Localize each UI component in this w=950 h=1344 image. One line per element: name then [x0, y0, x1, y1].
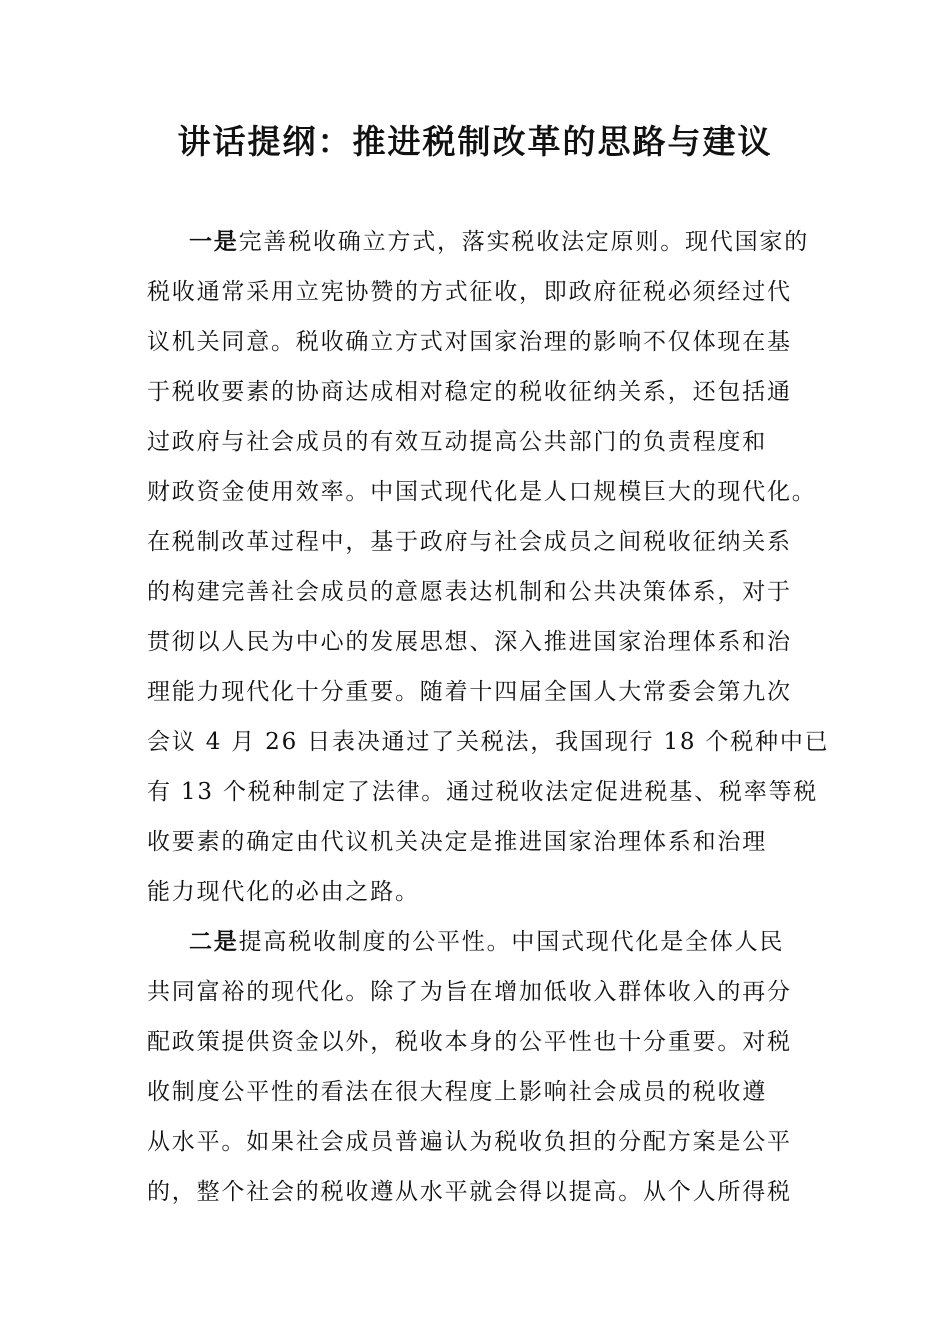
- paragraph-1-line-7: 在税制改革过程中，基于政府与社会成员之间税收征纳关系: [147, 529, 792, 555]
- paragraph-2-line-5: 从水平。如果社会成员普遍认为税收负担的分配方案是公平: [147, 1129, 792, 1155]
- paragraph-2-line-1: [189, 924, 784, 960]
- paragraph-2-line-4: 收制度公平性的看法在很大程度上影响社会成员的税收遵: [147, 1079, 767, 1105]
- paragraph-1-line-13: 收要素的确定由代议机关决定是推进国家治理体系和治理: [147, 829, 767, 855]
- paragraph-1-lead: 一是: [189, 228, 239, 255]
- paragraph-1-line-2: 税收通常采用立宪协赞的方式征收，即政府征税必须经过代: [147, 279, 792, 305]
- paragraph-2-line-6: 的，整个社会的税收遵从水平就会得以提高。从个人所得税: [147, 1179, 792, 1205]
- paragraph-2-line-2: 共同富裕的现代化。除了为旨在增加低收入群体收入的再分: [147, 979, 792, 1005]
- paragraph-1-line-9: 贯彻以人民为中心的发展思想、深入推进国家治理体系和治: [147, 629, 792, 655]
- paragraph-1-line-1-text: 完善税收确立方式，落实税收法定原则。现代国家的: [238, 229, 810, 255]
- paragraph-2-lead: 二是: [189, 928, 239, 955]
- paragraph-1-line-11: 会议 4 月 26 日表决通过了关税法，我国现行 18 个税种中已: [147, 729, 830, 755]
- paragraph-1-line-5: 过政府与社会成员的有效互动提高公共部门的负责程度和: [147, 429, 767, 455]
- paragraph-1-line-14: 能力现代化的必由之路。: [147, 879, 420, 905]
- document-title: 讲话提纲：推进税制改革的思路与建议: [177, 122, 773, 161]
- paragraph-1-line-10: 理能力现代化十分重要。随着十四届全国人大常委会第九次: [147, 679, 792, 705]
- paragraph-1-line-8: 的构建完善社会成员的意愿表达机制和公共决策体系，对于: [147, 579, 792, 605]
- paragraph-1-line-3: 议机关同意。税收确立方式对国家治理的影响不仅体现在基: [147, 329, 792, 355]
- paragraph-2-line-3: 配政策提供资金以外，税收本身的公平性也十分重要。对税: [147, 1029, 792, 1055]
- paragraph-1-line-4: 于税收要素的协商达成相对稳定的税收征纳关系，还包括通: [147, 379, 792, 405]
- paragraph-2-line-1-text: 提高税收制度的公平性。中国式现代化是全体人民: [238, 929, 785, 955]
- paragraph-1-line-12: 有 13 个税种制定了法律。通过税收法定促进税基、税率等税: [147, 779, 819, 805]
- paragraph-1-line-1: [189, 224, 809, 260]
- paragraph-1-line-6: 财政资金使用效率。中国式现代化是人口规模巨大的现代化。: [147, 479, 817, 505]
